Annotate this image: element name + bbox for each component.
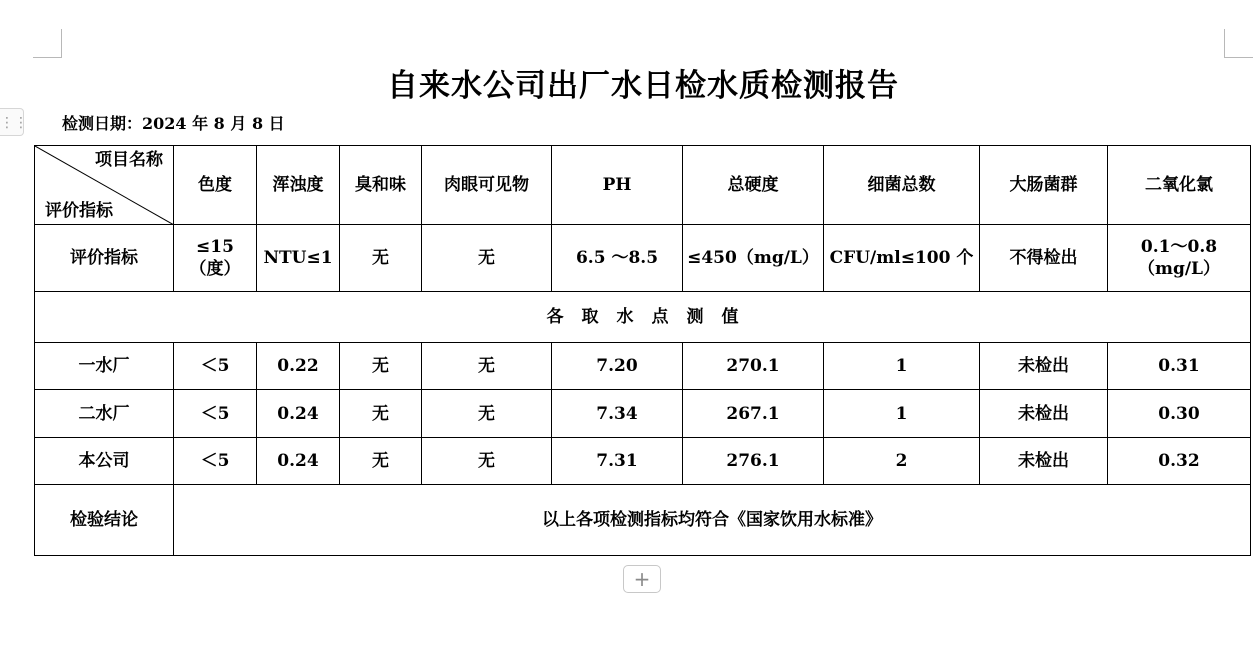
table-cell: 0.24 (257, 390, 340, 438)
page-corner-mark-top-right (1224, 29, 1253, 58)
table-cell: 0.31 (1108, 343, 1251, 390)
table-cell: 270.1 (683, 343, 824, 390)
table-row (35, 343, 1251, 390)
table-cell: 0.24 (257, 438, 340, 485)
column-header: PH (552, 146, 683, 225)
table-cell: 无 (422, 390, 552, 438)
water-quality-table (34, 145, 1251, 556)
table-cell: 未检出 (980, 390, 1108, 438)
column-header: 色度 (174, 146, 257, 225)
table-cell: ≤15（度） (174, 225, 257, 292)
table-cell: 6.5 ～8.5 (552, 225, 683, 292)
table-cell: 未检出 (980, 438, 1108, 485)
document-title: 自来水公司出厂水日检水质检测报告 (387, 68, 899, 104)
section-heading: 各取水点测值 (35, 292, 1251, 343)
drag-handle-icon[interactable]: ⋮⋮ (0, 108, 24, 136)
column-header: 臭和味 (340, 146, 422, 225)
test-date: 检测日期：2024 年 8 月 8 日 (62, 114, 285, 133)
table-cell: 7.34 (552, 390, 683, 438)
diagonal-header-bottom: 评价指标 (45, 201, 113, 221)
table-cell: 无 (422, 225, 552, 292)
table-cell: CFU/ml≤100 个 (824, 225, 980, 292)
add-row-button[interactable] (623, 565, 661, 593)
table-cell: 7.20 (552, 343, 683, 390)
table-cell: 7.31 (552, 438, 683, 485)
conclusion-label: 检验结论 (35, 485, 174, 556)
table-cell: 0.30 (1108, 390, 1251, 438)
table-cell: 0.32 (1108, 438, 1251, 485)
column-header: 二氧化氯 (1108, 146, 1251, 225)
column-header: 总硬度 (683, 146, 824, 225)
table-cell: 0.22 (257, 343, 340, 390)
table-row (35, 438, 1251, 485)
row-label: 评价指标 (35, 225, 174, 292)
row-label: 二水厂 (35, 390, 174, 438)
table-cell: ＜5 (174, 343, 257, 390)
table-cell: 2 (824, 438, 980, 485)
standard-row (35, 225, 1251, 292)
table-cell: NTU≤1 (257, 225, 340, 292)
table-cell: 无 (340, 390, 422, 438)
diagonal-header-top: 项目名称 (95, 150, 163, 170)
table-cell: 无 (340, 343, 422, 390)
diagonal-header-cell (35, 146, 174, 225)
table-row (35, 390, 1251, 438)
column-header: 肉眼可见物 (422, 146, 552, 225)
table-cell: 无 (340, 438, 422, 485)
table-cell: 276.1 (683, 438, 824, 485)
table-cell: ≤450（mg/L） (683, 225, 824, 292)
row-label: 本公司 (35, 438, 174, 485)
section-row (35, 292, 1251, 343)
plus-icon: + (633, 567, 651, 591)
table-cell: 267.1 (683, 390, 824, 438)
table-cell: 无 (422, 438, 552, 485)
table-cell: 0.1～0.8（mg/L） (1108, 225, 1251, 292)
table-cell: 1 (824, 390, 980, 438)
conclusion-text: 以上各项检测指标均符合《国家饮用水标准》 (174, 485, 1251, 556)
page-corner-mark-top-left (33, 29, 62, 58)
table-cell: ＜5 (174, 390, 257, 438)
table-cell: 不得检出 (980, 225, 1108, 292)
row-label: 一水厂 (35, 343, 174, 390)
table-cell: 无 (422, 343, 552, 390)
table-cell: 无 (340, 225, 422, 292)
conclusion-row (35, 485, 1251, 556)
table-cell: ＜5 (174, 438, 257, 485)
column-header: 大肠菌群 (980, 146, 1108, 225)
header-row (35, 146, 1251, 225)
column-header: 细菌总数 (824, 146, 980, 225)
column-header: 浑浊度 (257, 146, 340, 225)
table-cell: 未检出 (980, 343, 1108, 390)
table-cell: 1 (824, 343, 980, 390)
